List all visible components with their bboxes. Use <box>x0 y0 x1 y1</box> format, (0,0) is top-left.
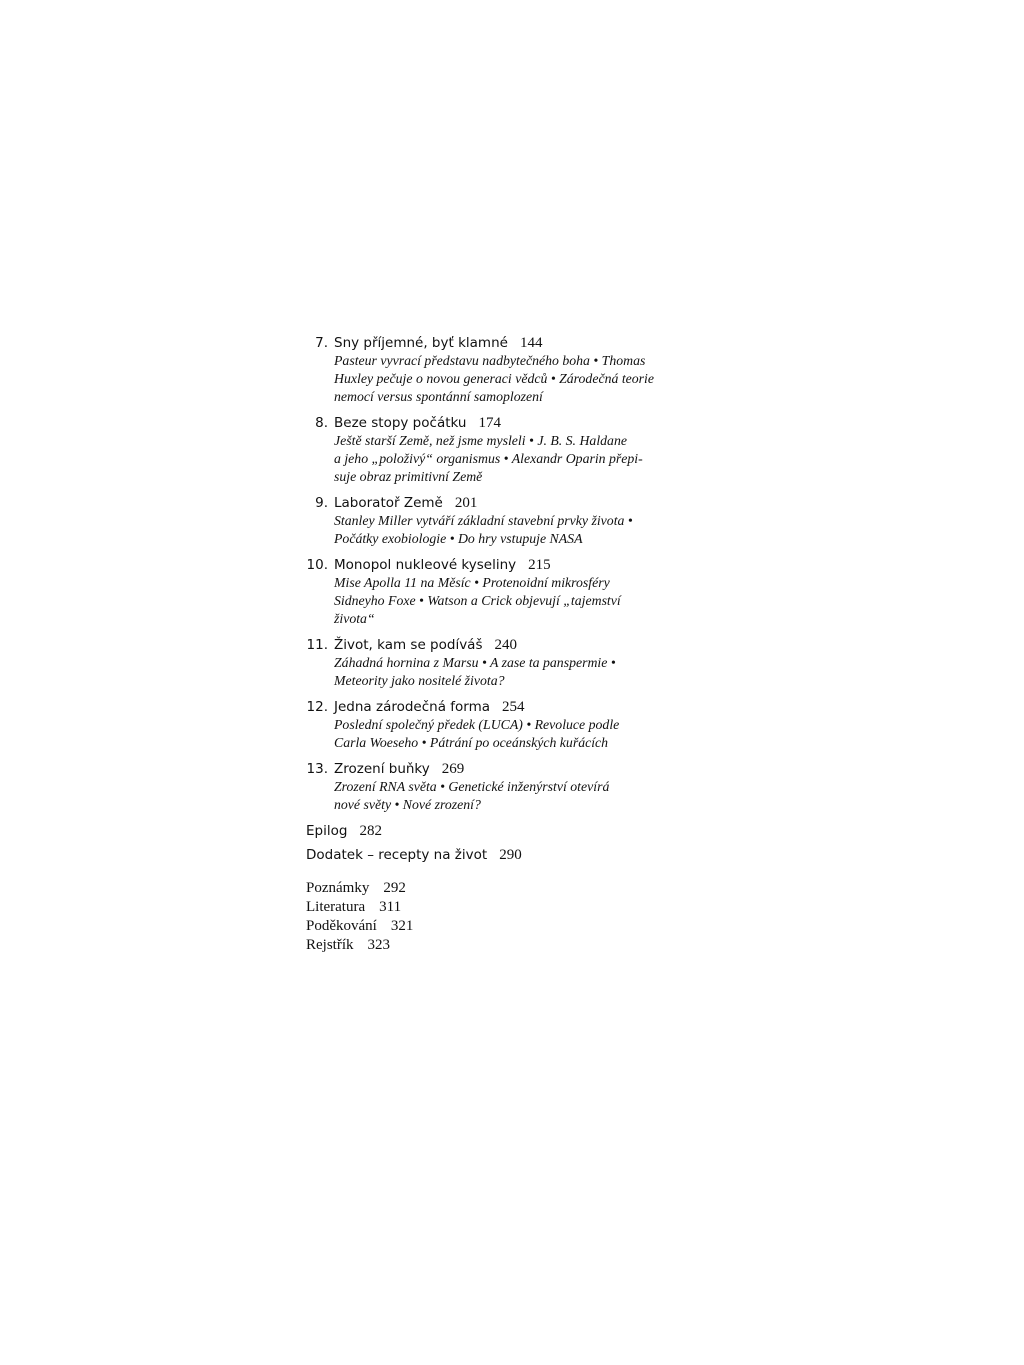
chapter-description <box>334 512 706 548</box>
chapter-description <box>334 574 706 628</box>
chapter-description <box>334 654 706 690</box>
description-line: Sidneyho Foxe • Watson a Crick objevují „tajemství <box>334 593 621 608</box>
back-matter-title: Poznámky <box>306 880 370 896</box>
back-matter-title: Literatura <box>306 899 366 915</box>
description-line: Ještě starší Země, než jsme mysleli • J. B. S. Haldane <box>334 433 627 448</box>
description-line: Carla Woeseho • Pátrání po oceánských kuřácích <box>334 735 609 750</box>
chapter-page: 254 <box>502 699 525 715</box>
chapter-11 <box>306 636 706 690</box>
description-line: nové světy • Nové zrození? <box>334 797 481 812</box>
description-line: nemocí versus spontánní samoplození <box>334 389 543 404</box>
description-line: Počátky exobiologie • Do hry vstupuje NASA <box>334 531 583 546</box>
chapter-heading <box>334 556 706 574</box>
chapter-number: 13. <box>306 761 328 777</box>
description-line: Záhadná hornina z Marsu • A zase ta panspermie • <box>334 655 616 670</box>
description-line: Pasteur vyvrací představu nadbytečného boha • Thomas <box>334 353 646 368</box>
chapter-number: 11. <box>306 637 328 653</box>
chapter-description <box>334 352 706 406</box>
chapter-number: 8. <box>315 415 328 431</box>
dodatek-page: 290 <box>499 847 522 863</box>
description-line: a jeho „položivý“ organismus • Alexandr Oparin přepi- <box>334 451 643 466</box>
chapter-10 <box>306 556 706 628</box>
chapter-title: Monopol nukleové kyseliny <box>334 557 517 573</box>
description-line: Stanley Miller vytváří základní stavební prvky života • <box>334 513 633 528</box>
chapter-title: Laboratoř Země <box>334 495 443 511</box>
chapter-page: 201 <box>454 495 478 511</box>
chapter-number: 10. <box>306 557 328 573</box>
chapter-13 <box>306 760 706 814</box>
back-matter-item <box>306 917 706 936</box>
description-line: Zrození RNA světa • Genetické inženýrství otevírá <box>334 779 610 794</box>
description-line: Mise Apolla 11 na Měsíc • Protenoidní mikrosféry <box>334 575 610 590</box>
back-matter-item <box>306 879 706 898</box>
chapter-12 <box>306 698 706 752</box>
chapter-7 <box>306 334 706 406</box>
chapter-title: Beze stopy počátku <box>334 415 467 431</box>
back-matter-page: 311 <box>379 899 402 915</box>
description-line: Huxley pečuje o novou generaci vědců • Zárodečná teorie <box>334 371 654 386</box>
chapter-heading <box>334 636 706 654</box>
back-matter-title: Rejstřík <box>306 937 354 953</box>
chapter-title: Život, kam se podíváš <box>334 637 483 653</box>
chapter-title: Zrození buňky <box>334 761 430 777</box>
description-line: suje obraz primitivní Země <box>334 469 483 484</box>
chapter-description <box>334 716 706 752</box>
back-matter-page: 323 <box>367 937 390 953</box>
chapter-description <box>334 778 706 814</box>
chapter-heading <box>334 760 706 778</box>
chapter-page: 174 <box>478 415 501 431</box>
chapter-number: 12. <box>306 699 328 715</box>
dodatek-title: Dodatek – recepty na život <box>306 847 488 863</box>
chapter-page: 215 <box>528 557 551 573</box>
chapter-description <box>334 432 706 486</box>
back-matter-page: 292 <box>383 880 406 896</box>
chapter-title: Jedna zárodečná forma <box>334 699 491 715</box>
back-matter-item <box>306 898 706 917</box>
epilog-page: 282 <box>359 823 382 839</box>
chapter-heading <box>334 334 706 352</box>
chapter-heading <box>334 494 706 512</box>
chapter-page: 269 <box>441 761 465 777</box>
chapter-number: 7. <box>315 335 328 351</box>
back-matter <box>306 879 706 955</box>
chapter-heading <box>334 698 706 716</box>
epilog-title: Epilog <box>306 823 348 839</box>
chapter-heading <box>334 414 706 432</box>
dodatek-entry <box>306 846 706 864</box>
chapter-title: Sny příjemné, byť klamné <box>334 335 508 351</box>
back-matter-item <box>306 936 706 955</box>
chapter-9 <box>306 494 706 548</box>
epilog-entry <box>306 822 706 840</box>
table-of-contents <box>306 334 706 955</box>
chapter-page: 240 <box>494 637 517 653</box>
chapter-number: 9. <box>315 495 328 511</box>
chapter-page: 144 <box>519 335 543 351</box>
description-line: života“ <box>334 611 375 626</box>
back-matter-page: 321 <box>390 918 414 934</box>
description-line: Poslední společný předek (LUCA) • Revoluce podle <box>334 717 620 732</box>
back-matter-title: Poděkování <box>306 918 377 934</box>
description-line: Meteority jako nositelé života? <box>334 673 505 688</box>
chapter-8 <box>306 414 706 486</box>
